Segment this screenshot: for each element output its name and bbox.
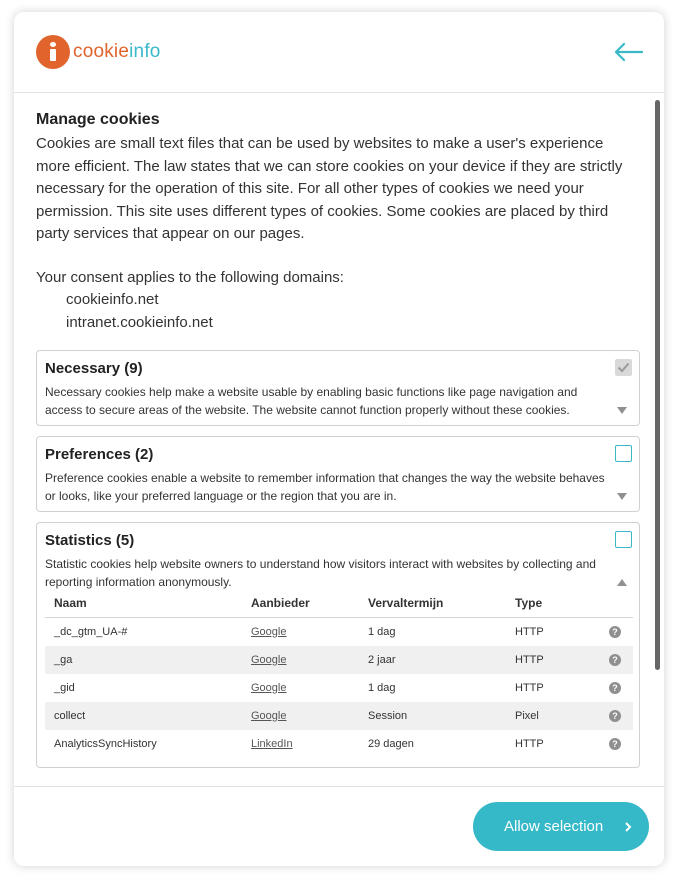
table-row — [45, 702, 633, 730]
provider-link[interactable]: Google — [251, 682, 287, 694]
table-row — [45, 646, 633, 674]
cookie-name: _ga — [45, 646, 251, 674]
cookieinfo-logo — [36, 34, 161, 70]
cookie-dialog — [14, 12, 664, 866]
dialog-content[interactable] — [14, 93, 664, 785]
cookie-type: HTTP — [515, 682, 544, 694]
cookie-name: _dc_gtm_UA-# — [54, 626, 128, 638]
expand-arrow-icon[interactable] — [617, 407, 627, 414]
statistics-checkbox[interactable] — [615, 531, 632, 548]
table-header-row — [45, 589, 633, 618]
provider-link[interactable]: LinkedIn — [251, 738, 293, 750]
dialog-footer — [14, 786, 664, 866]
table-row — [45, 674, 633, 702]
dialog-header — [14, 12, 664, 93]
logo-text — [73, 41, 161, 63]
back-button[interactable] — [612, 39, 646, 65]
consent-label: Your consent applies to the following domains: — [36, 269, 344, 286]
column-header-provider: Aanbieder — [251, 589, 368, 618]
category-title: Preferences (2) — [45, 446, 154, 463]
column-header-name: Naam — [45, 589, 251, 618]
column-header-type: Type — [515, 589, 609, 618]
cookie-type: HTTP — [515, 626, 544, 638]
intro-text: Cookies are small text files that can be used by websites to make a user's experience more efficient. The law states that we can store cookies on your device if they are strictly necessary for the operation of this site. For all other types of cookies we need your permission. This site uses different types of cookies. Some cookies are placed by third party services that appear on our pages. — [36, 135, 623, 243]
cookie-type: HTTP — [515, 646, 609, 674]
content-scrollbar[interactable] — [655, 100, 660, 670]
category-preferences — [36, 436, 640, 512]
checkmark-icon — [617, 362, 630, 373]
category-description: Statistic cookies help website owners to understand how visitors interact with websites by collecting and reporting information anonymously. — [45, 557, 596, 589]
provider-link[interactable]: Google — [251, 626, 287, 638]
category-title: Necessary (9) — [45, 360, 143, 377]
cookie-table — [45, 589, 633, 758]
column-header-expiry: Vervaltermijn — [368, 589, 515, 618]
cookie-name: AnalyticsSyncHistory — [54, 738, 157, 750]
help-icon[interactable]: ? — [609, 710, 621, 722]
logo-text-info: info — [129, 41, 161, 62]
column-header-help — [609, 589, 633, 618]
help-icon[interactable]: ? — [609, 654, 621, 666]
chevron-right-icon — [624, 822, 632, 832]
domain-item: cookieinfo.net — [66, 291, 159, 308]
cookie-expiry: Session — [368, 702, 515, 730]
cookie-expiry: 29 dagen — [368, 738, 414, 750]
cookie-expiry: 1 dag — [368, 682, 396, 694]
domain-item: intranet.cookieinfo.net — [66, 314, 213, 331]
cookie-name: _gid — [54, 682, 75, 694]
logo-text-cookie: cookie — [73, 41, 130, 62]
table-row — [45, 730, 633, 758]
help-icon[interactable]: ? — [609, 682, 621, 694]
necessary-checkbox[interactable] — [615, 359, 632, 376]
category-description: Necessary cookies help make a website usable by enabling basic functions like page navigation and access to secure areas of the website. The website cannot function properly without these cookies. — [45, 385, 578, 417]
help-icon[interactable]: ? — [609, 626, 621, 638]
allow-selection-button[interactable] — [473, 802, 649, 851]
category-description: Preference cookies enable a website to remember information that changes the way the website behaves or looks, like your preferred language or the region that you are in. — [45, 471, 605, 503]
collapse-arrow-icon[interactable] — [617, 579, 627, 586]
preferences-checkbox[interactable] — [615, 445, 632, 462]
cookie-expiry: 2 jaar — [368, 646, 515, 674]
category-title: Statistics (5) — [45, 532, 135, 549]
manage-cookies-title: Manage cookies — [36, 111, 160, 128]
cookie-name: collect — [45, 702, 251, 730]
provider-link[interactable]: Google — [251, 654, 287, 666]
expand-arrow-icon[interactable] — [617, 493, 627, 500]
category-statistics — [36, 522, 640, 768]
cookieinfo-logo-icon — [36, 35, 70, 69]
arrow-left-icon — [612, 39, 646, 65]
cookie-type: Pixel — [515, 702, 609, 730]
cookie-expiry: 1 dag — [368, 626, 396, 638]
category-necessary — [36, 350, 640, 426]
help-icon[interactable]: ? — [609, 738, 621, 750]
allow-selection-label: Allow selection — [504, 818, 604, 835]
provider-link[interactable]: Google — [251, 710, 287, 722]
cookie-type: HTTP — [515, 738, 544, 750]
table-row — [45, 618, 633, 647]
